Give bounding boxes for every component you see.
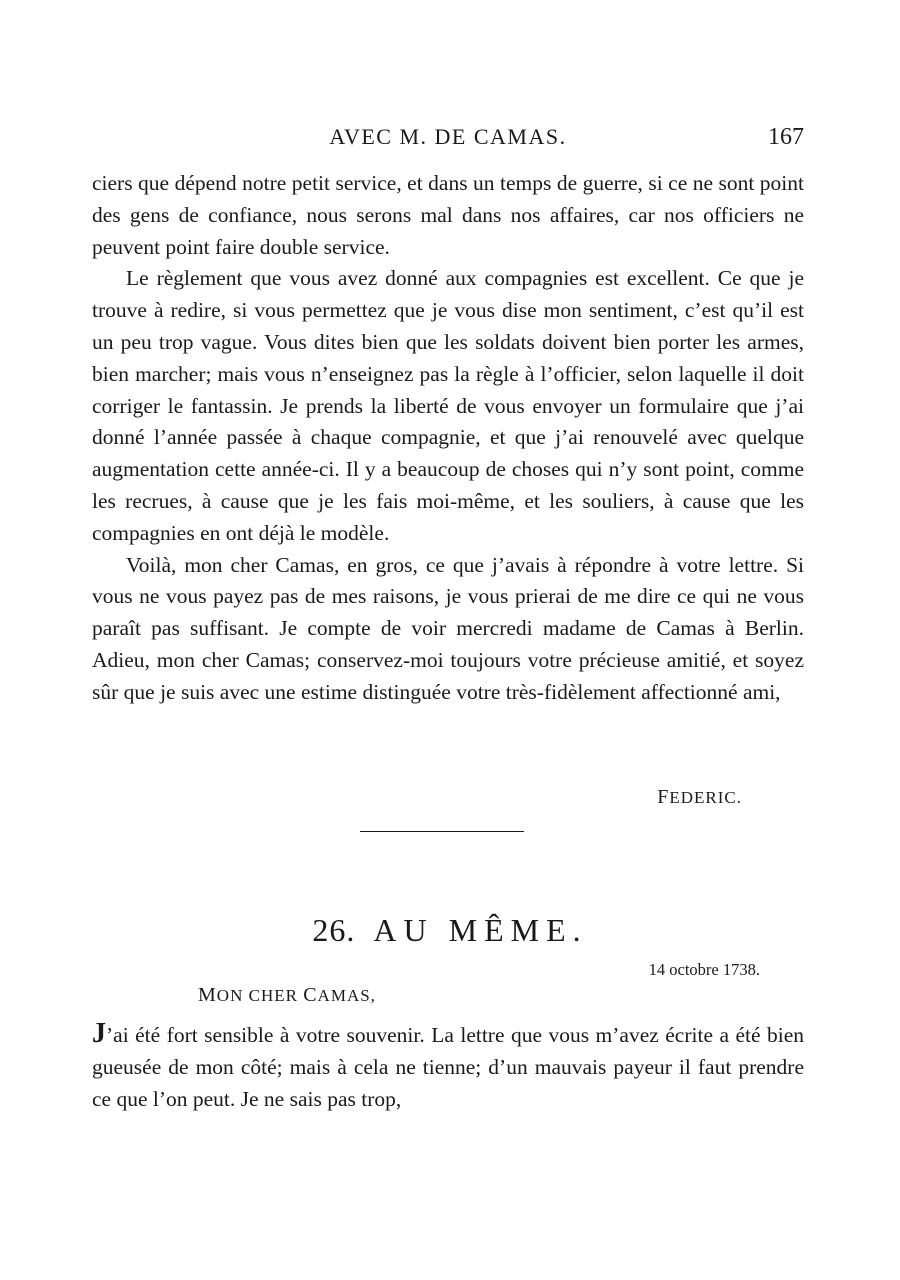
running-title: AVEC M. DE CAMAS. <box>329 124 567 149</box>
salutation-initial: M <box>198 984 217 1006</box>
paragraph-text: ’ai été fort sensible à votre souvenir. La lettre que vous m’avez écrite a été bien gueusée de mon côté; mais à cela ne tienne; d’un mauvais payeur il faut prendre ce que l’on peut. Je ne sais pas trop, <box>92 1023 804 1111</box>
paragraph <box>92 1018 804 1115</box>
salutation-initial: C <box>303 984 318 1006</box>
letter-opening-text <box>92 1018 804 1115</box>
paragraph: Le règlement que vous avez donné aux compagnies est excellent. Ce que je trouve à redire, si vous permettez que je vous dise mon sentiment, c’est qu’il est un peu trop vague. Vous dites bien que les soldats doivent bien porter les armes, bien marcher; mais vous n’enseignez pas la règle à l’officier, selon laquelle il doit corriger le fantassin. Je prends la liberté de vous envoyer un formulaire que j’ai donné l’année passée à chaque compagnie, et que j’ai renouvelé avec quelque augmentation cette année-ci. Il y a beaucoup de choses qui n’y sont point, comme les recrues, à cause que je les fais moi-même, et les souliers, à cause que les compagnies en ont déjà le modèle. <box>92 266 804 545</box>
running-head <box>92 124 804 158</box>
section-divider <box>360 831 524 832</box>
signature <box>657 786 742 809</box>
salutation-part: ON CHER <box>216 986 304 1005</box>
signature-rest: EDERIC. <box>669 788 742 807</box>
letter-title: AU MÊME. <box>373 912 588 948</box>
signature-initial: F <box>657 786 670 808</box>
salutation <box>198 984 376 1007</box>
page-number: 167 <box>768 124 804 150</box>
letter-date: 14 octobre 1738. <box>648 960 760 979</box>
paragraph: ciers que dépend notre petit service, et dans un temps de guerre, si ce ne sont point des gens de confiance, nous serons mal dans nos affaires, car nos officiers ne peuvent point faire double service. <box>92 171 804 259</box>
dropcap-letter: J <box>92 1018 106 1049</box>
letter-number: 26. <box>312 912 356 948</box>
paragraph: Voilà, mon cher Camas, en gros, ce que j’avais à répondre à votre lettre. Si vous ne vous payez pas de mes raisons, je vous prierai de me dire ce qui ne vous paraît pas suffisant. Je compte de voir mercredi madame de Camas à Berlin. Adieu, mon cher Camas; conservez-moi toujours votre précieuse amitié, et soyez sûr que je suis avec une estime distinguée votre très-fidèlement affectionné ami, <box>92 552 804 704</box>
salutation-part: AMAS, <box>317 986 376 1005</box>
letter-heading <box>0 912 900 949</box>
letter-continued-text <box>92 168 804 709</box>
